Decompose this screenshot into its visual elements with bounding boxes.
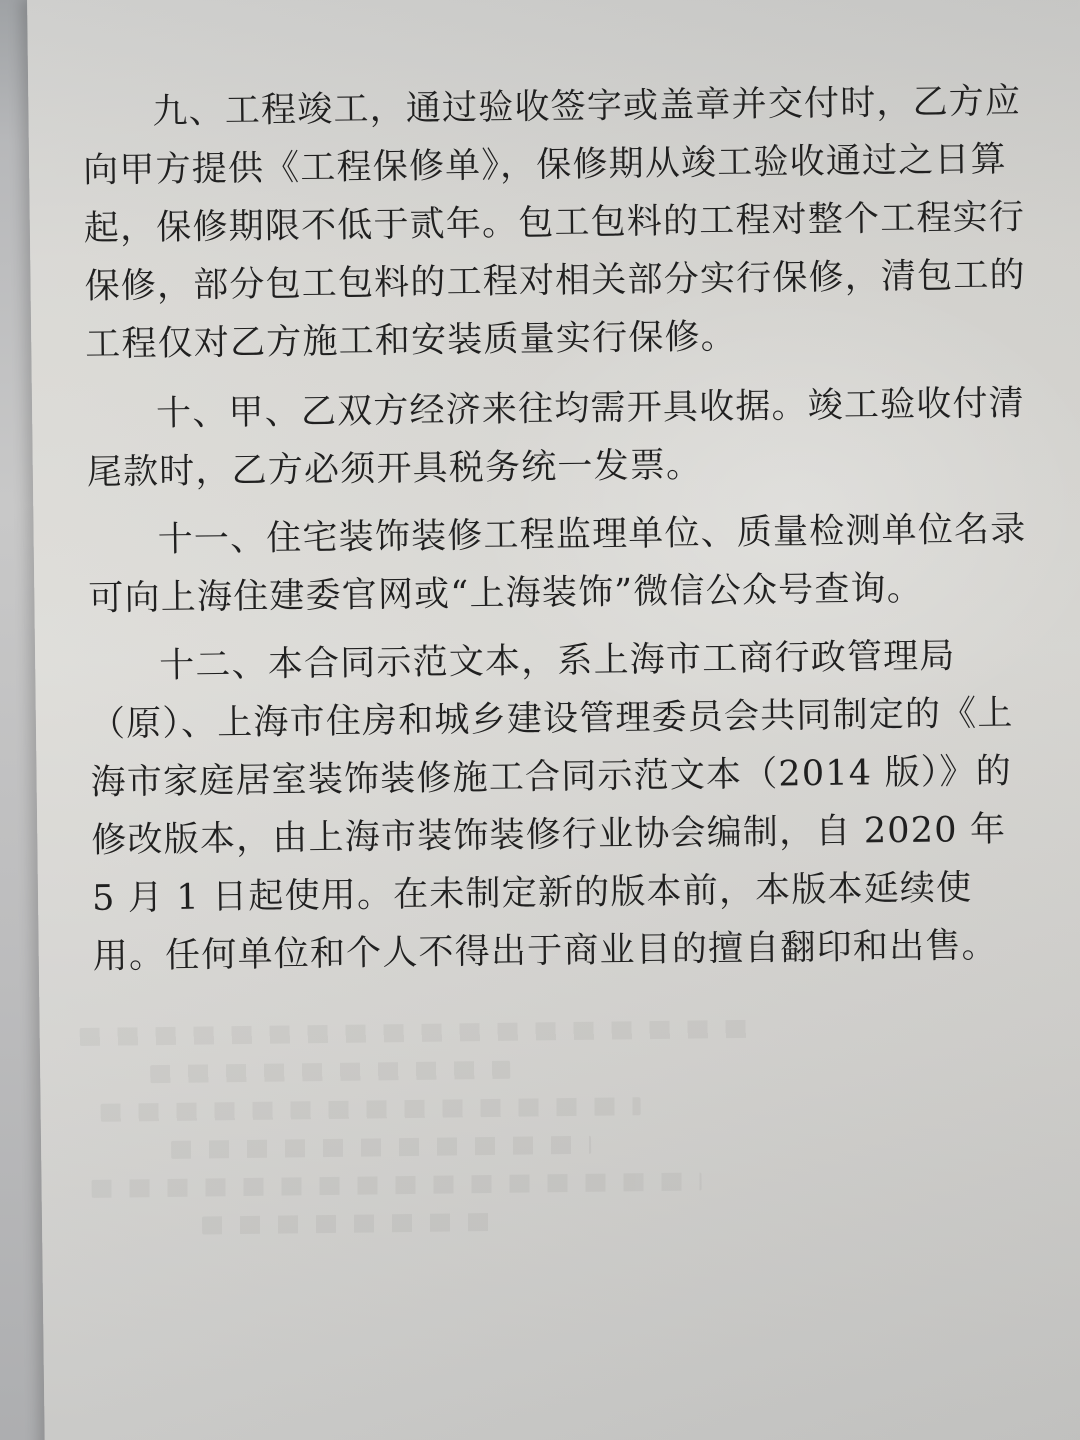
contract-clause-10: 十、甲、乙双方经济来往均需开具收据。竣工验收付清尾款时，乙方必须开具税务统一发票。 xyxy=(86,383,1026,493)
contract-clause-11: 十一、住宅装饰装修工程监理单位、质量检测单位名录可向上海住建委官网或“上海装饰”微信公众号查询。 xyxy=(88,509,1027,619)
paper-page xyxy=(27,0,1080,1440)
back-page-bleed-through xyxy=(79,1000,763,1348)
contract-clause-12: 十二、本合同示范文本，系上海市工商行政管理局（原）、上海市住房和城乡建设管理委员会共同制定的《上海市家庭居室装饰装修施工合同示范文本（2014 版）》的修改版本，由上海市装饰装修行业协会编制，自 2020 年 5 月 1 日起使用。在未制定新的版本前，本版本延续使用。任何单位和个人不得出于商业目的擅自翻印和出售。 xyxy=(89,636,1014,977)
contract-clause-9: 九、工程竣工，通过验收签字或盖章并交付时，乙方应向甲方提供《工程保修单》，保修期从竣工验收通过之日算起，保修期限不低于贰年。包工包料的工程对整个工程实行保修，部分包工包料的工程对相关部分实行保修，清包工的工程仅对乙方施工和安装质量实行保修。 xyxy=(82,81,1026,365)
contract-text xyxy=(82,72,1039,985)
